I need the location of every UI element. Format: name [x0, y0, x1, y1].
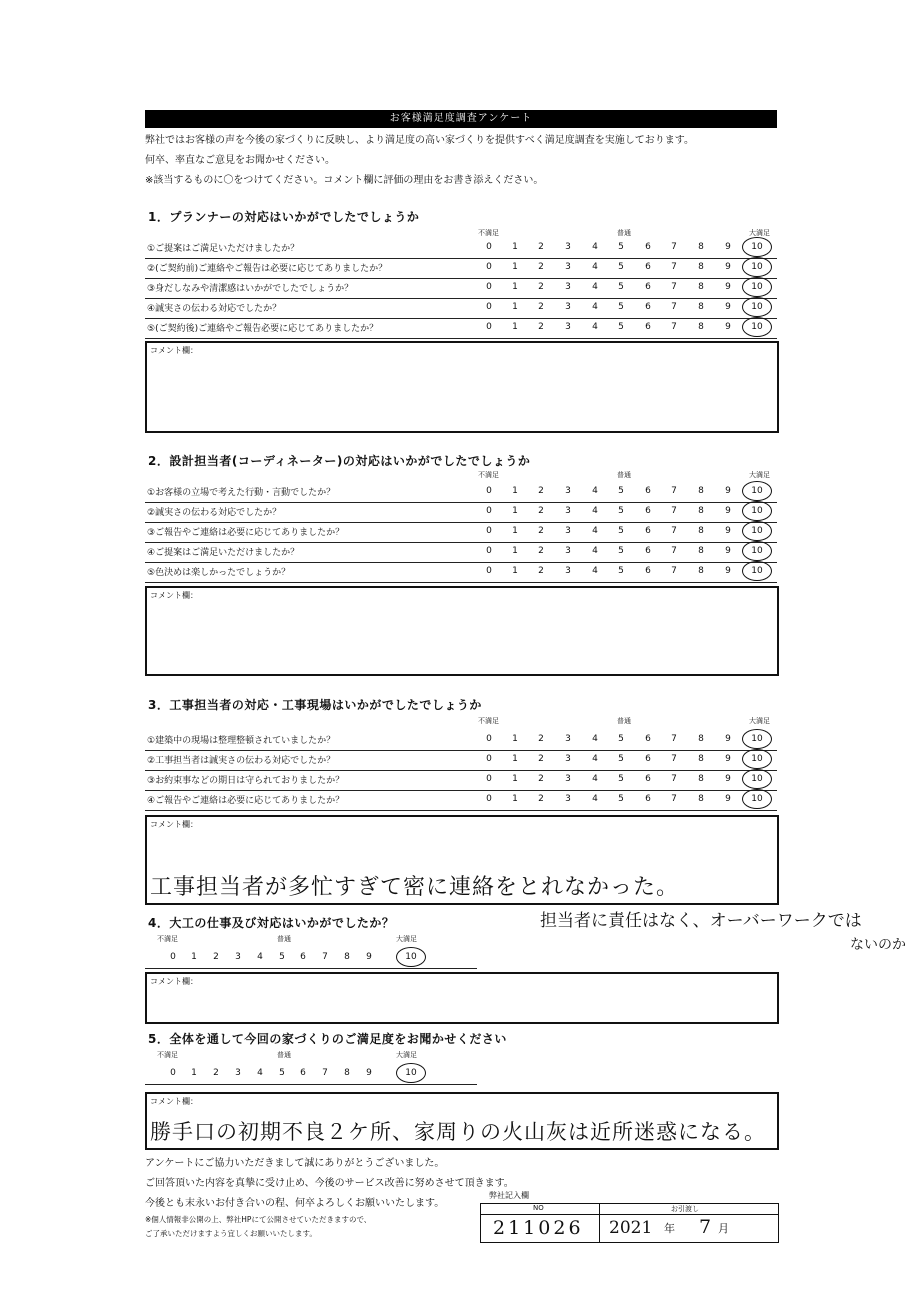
scale-low-label: 不満足: [157, 935, 178, 943]
scale-number-3[interactable]: 3: [565, 282, 571, 292]
scale-number-3[interactable]: 3: [565, 262, 571, 272]
scale-number-9[interactable]: 9: [725, 506, 731, 516]
scale-number-0[interactable]: 0: [486, 322, 492, 332]
handwritten-comment-extra: ないのか: [850, 937, 906, 953]
scale-number-5[interactable]: 5: [618, 302, 624, 312]
scale-number-10[interactable]: 10: [751, 774, 763, 784]
scale-number-10[interactable]: 10: [751, 302, 763, 312]
scale-number-2[interactable]: 2: [538, 754, 544, 764]
scale-number-1[interactable]: 1: [512, 566, 518, 576]
question-text: ①お客様の立場で考えた行動・言動でしたか？: [147, 488, 336, 498]
scale-mid-label: 普通: [277, 935, 291, 943]
scale-number-10[interactable]: 10: [751, 526, 763, 536]
scale-number-0[interactable]: 0: [486, 774, 492, 784]
scale-number-5[interactable]: 5: [618, 282, 624, 292]
scale-number-10[interactable]: 10: [405, 1068, 417, 1078]
scale-number-2[interactable]: 2: [538, 262, 544, 272]
scale-number-0[interactable]: 0: [486, 262, 492, 272]
question-row: [145, 278, 777, 299]
scale-number-7[interactable]: 7: [322, 1068, 328, 1078]
scale-number-8[interactable]: 8: [344, 952, 350, 962]
closing-line-3: 今後とも末永いお付き合いの程、何卒よろしくお願いいたします。: [145, 1198, 445, 1209]
scale-number-4[interactable]: 4: [257, 1068, 263, 1078]
scale-number-5[interactable]: 5: [618, 546, 624, 556]
comment-label: コメント欄：: [150, 820, 198, 829]
scale-number-3[interactable]: 3: [565, 526, 571, 536]
scale-number-9[interactable]: 9: [725, 566, 731, 576]
scale-number-0[interactable]: 0: [486, 242, 492, 252]
comment-label: コメント欄：: [150, 346, 198, 355]
scale-number-9[interactable]: 9: [725, 734, 731, 744]
comment-box[interactable]: [145, 972, 779, 1024]
answer-circle: [742, 749, 772, 769]
scale-number-0[interactable]: 0: [486, 546, 492, 556]
scale-number-7[interactable]: 7: [671, 734, 677, 744]
question-text: ④ご報告やご連絡は必要に応じてありましたか？: [147, 796, 345, 806]
notice-line-2: ご了承いただけますよう宜しくお願いいたします。: [145, 1229, 317, 1238]
scale-number-3[interactable]: 3: [565, 322, 571, 332]
scale-number-6[interactable]: 6: [645, 322, 651, 332]
scale-number-4[interactable]: 4: [592, 506, 598, 516]
scale-number-0[interactable]: 0: [486, 302, 492, 312]
question-row: [145, 522, 777, 543]
scale-low-label: 不満足: [478, 471, 499, 479]
question-text: ⑤(ご契約後)ご連絡やご報告必要に応じてありましたか？: [147, 324, 379, 334]
scale-number-6[interactable]: 6: [645, 526, 651, 536]
office-use-table: [480, 1203, 779, 1243]
scale-number-9[interactable]: 9: [725, 282, 731, 292]
scale-number-9[interactable]: 9: [366, 1068, 372, 1078]
scale-number-3[interactable]: 3: [565, 506, 571, 516]
answer-circle: [742, 237, 772, 257]
question-row: [145, 298, 777, 319]
scale-number-5[interactable]: 5: [618, 526, 624, 536]
scale-number-0[interactable]: 0: [170, 952, 176, 962]
closing-line-2: ご回答頂いた内容を真摯に受け止め、今後のサービス改善に努めさせて頂きます。: [145, 1178, 514, 1189]
scale-number-6[interactable]: 6: [300, 1068, 306, 1078]
scale-number-9[interactable]: 9: [725, 774, 731, 784]
scale-number-1[interactable]: 1: [512, 794, 518, 804]
scale-number-9[interactable]: 9: [725, 794, 731, 804]
comment-box[interactable]: [145, 586, 779, 676]
scale-number-8[interactable]: 8: [698, 526, 704, 536]
scale-number-4[interactable]: 4: [592, 302, 598, 312]
scale-number-4[interactable]: 4: [592, 566, 598, 576]
answer-circle: [742, 297, 772, 317]
scale-number-1[interactable]: 1: [512, 322, 518, 332]
question-row: [145, 770, 777, 791]
answer-circle: [742, 769, 772, 789]
scale-number-6[interactable]: 6: [645, 486, 651, 496]
scale-number-8[interactable]: 8: [698, 506, 704, 516]
intro-line-3: ※該当するものに〇をつけてください。コメント欄に評価の理由をお書き添えください。: [145, 175, 544, 186]
scale-number-8[interactable]: 8: [698, 774, 704, 784]
question-text: ②(ご契約前)ご連絡やご報告は必要に応じてありましたか？: [147, 264, 388, 274]
scale-number-3[interactable]: 3: [565, 566, 571, 576]
question-row: [145, 482, 777, 503]
scale-number-6[interactable]: 6: [300, 952, 306, 962]
question-row: [145, 542, 777, 563]
intro-line-1: 弊社ではお客様の声を今後の家づくりに反映し、より満足度の高い家づくりを提供すべく満足度調査を実施しております。: [145, 135, 694, 146]
scale-number-2[interactable]: 2: [538, 774, 544, 784]
scale-number-9[interactable]: 9: [725, 302, 731, 312]
scale-number-7[interactable]: 7: [671, 794, 677, 804]
scale-number-0[interactable]: 0: [170, 1068, 176, 1078]
answer-circle: [742, 257, 772, 277]
handover-month: 7: [699, 1216, 712, 1238]
scale-number-7[interactable]: 7: [671, 506, 677, 516]
question-row: [145, 750, 777, 771]
survey-number: 211026: [493, 1217, 584, 1239]
scale-number-8[interactable]: 8: [698, 734, 704, 744]
handover-year: 2021: [609, 1218, 653, 1238]
section-2-title: 2．設計担当者(コーディネーター)の対応はいかがでしたでしょうか: [148, 454, 531, 468]
scale-number-2[interactable]: 2: [538, 486, 544, 496]
scale-number-10[interactable]: 10: [751, 282, 763, 292]
scale-number-6[interactable]: 6: [645, 282, 651, 292]
scale-number-8[interactable]: 8: [698, 566, 704, 576]
scale-number-10[interactable]: 10: [751, 242, 763, 252]
scale-high-label: 大満足: [396, 1051, 417, 1059]
scale-number-8[interactable]: 8: [698, 282, 704, 292]
scale-number-2[interactable]: 2: [538, 566, 544, 576]
scale-high-label: 大満足: [396, 935, 417, 943]
scale-number-9[interactable]: 9: [725, 262, 731, 272]
scale-number-2[interactable]: 2: [538, 794, 544, 804]
scale-number-6[interactable]: 6: [645, 794, 651, 804]
scale-number-1[interactable]: 1: [512, 734, 518, 744]
scale-number-0[interactable]: 0: [486, 486, 492, 496]
scale-number-4[interactable]: 4: [592, 774, 598, 784]
scale-number-5[interactable]: 5: [618, 566, 624, 576]
scale-number-2[interactable]: 2: [538, 546, 544, 556]
handover-label: お引渡し: [671, 1205, 699, 1213]
scale-number-2[interactable]: 2: [538, 282, 544, 292]
scale-number-2[interactable]: 2: [538, 734, 544, 744]
scale-number-0[interactable]: 0: [486, 794, 492, 804]
scale-number-3[interactable]: 3: [235, 1068, 241, 1078]
scale-number-6[interactable]: 6: [645, 262, 651, 272]
scale-number-1[interactable]: 1: [191, 952, 197, 962]
scale-high-label: 大満足: [749, 717, 770, 725]
question-text: ④ご提案はご満足いただけましたか？: [147, 548, 300, 558]
question-row: [145, 790, 777, 811]
scale-number-5[interactable]: 5: [618, 774, 624, 784]
scale-number-1[interactable]: 1: [512, 282, 518, 292]
section-3-title: 3．工事担当者の対応・工事現場はいかがでしたでしょうか: [148, 698, 482, 712]
comment-label: コメント欄：: [150, 591, 198, 600]
question-row: [145, 238, 777, 259]
scale-number-10[interactable]: 10: [751, 794, 763, 804]
scale-number-7[interactable]: 7: [322, 952, 328, 962]
survey-title: お客様満足度調査アンケート: [145, 110, 777, 128]
answer-circle: [742, 541, 772, 561]
no-label: NO: [533, 1204, 544, 1212]
scale-number-7[interactable]: 7: [671, 566, 677, 576]
scale-number-9[interactable]: 9: [725, 546, 731, 556]
scale-number-9[interactable]: 9: [366, 952, 372, 962]
answer-circle: [396, 947, 426, 967]
handwritten-comment-extra: 担当者に責任はなく、オーバーワークでは: [540, 911, 862, 931]
scale-number-5[interactable]: 5: [618, 486, 624, 496]
scale-number-10[interactable]: 10: [751, 734, 763, 744]
scale-number-0[interactable]: 0: [486, 754, 492, 764]
scale-number-9[interactable]: 9: [725, 322, 731, 332]
scale-number-9[interactable]: 9: [725, 242, 731, 252]
question-text: ②工事担当者は誠実さの伝わる対応でしたか？: [147, 756, 336, 766]
scale-number-5[interactable]: 5: [618, 734, 624, 744]
scale-number-10[interactable]: 10: [751, 322, 763, 332]
scale-number-6[interactable]: 6: [645, 566, 651, 576]
scale-number-5[interactable]: 5: [618, 262, 624, 272]
handwritten-comment: 勝手口の初期不良２ケ所、家周りの火山灰は近所迷惑になる。: [150, 1120, 766, 1144]
question-text: ④誠実さの伝わる対応でしたか？: [147, 304, 282, 314]
scale-number-4[interactable]: 4: [592, 242, 598, 252]
scale-number-6[interactable]: 6: [645, 302, 651, 312]
scale-number-1[interactable]: 1: [512, 262, 518, 272]
scale-low-label: 不満足: [478, 229, 499, 237]
scale-number-1[interactable]: 1: [512, 506, 518, 516]
scale-number-4[interactable]: 4: [592, 282, 598, 292]
scale-number-3[interactable]: 3: [565, 774, 571, 784]
scale-number-8[interactable]: 8: [698, 486, 704, 496]
comment-box[interactable]: [145, 341, 779, 433]
scale-number-6[interactable]: 6: [645, 754, 651, 764]
scale-number-9[interactable]: 9: [725, 486, 731, 496]
question-row: [145, 318, 777, 339]
scale-number-6[interactable]: 6: [645, 734, 651, 744]
scale-number-4[interactable]: 4: [592, 546, 598, 556]
question-row: [145, 730, 777, 751]
scale-number-0[interactable]: 0: [486, 526, 492, 536]
scale-number-5[interactable]: 5: [279, 1068, 285, 1078]
handwritten-comment: 工事担当者が多忙すぎて密に連絡をとれなかった。: [150, 875, 680, 900]
scale-number-7[interactable]: 7: [671, 486, 677, 496]
scale-mid-label: 普通: [277, 1051, 291, 1059]
scale-number-3[interactable]: 3: [565, 302, 571, 312]
scale-number-1[interactable]: 1: [512, 486, 518, 496]
question-text: ③ご報告やご連絡は必要に応じてありましたか？: [147, 528, 345, 538]
scale-number-7[interactable]: 7: [671, 774, 677, 784]
scale-number-9[interactable]: 9: [725, 754, 731, 764]
scale-number-3[interactable]: 3: [235, 952, 241, 962]
scale-number-0[interactable]: 0: [486, 566, 492, 576]
month-unit: 月: [718, 1222, 729, 1235]
question-text: ⑤色決めは楽しかったでしょうか？: [147, 568, 291, 578]
scale-number-7[interactable]: 7: [671, 754, 677, 764]
scale-number-8[interactable]: 8: [344, 1068, 350, 1078]
scale-number-10[interactable]: 10: [405, 952, 417, 962]
scale-number-4[interactable]: 4: [592, 526, 598, 536]
answer-circle: [742, 561, 772, 581]
scale-number-4[interactable]: 4: [592, 754, 598, 764]
year-unit: 年: [664, 1222, 675, 1235]
intro-line-2: 何卒、率直なご意見をお聞かせください。: [145, 155, 335, 166]
scale-number-4[interactable]: 4: [592, 486, 598, 496]
scale-number-2[interactable]: 2: [213, 1068, 219, 1078]
comment-label: コメント欄：: [150, 977, 198, 986]
question-text: ③身だしなみや清潔感はいかがでしたでしょうか？: [147, 284, 354, 294]
scale-low-label: 不満足: [478, 717, 499, 725]
scale-number-10[interactable]: 10: [751, 546, 763, 556]
rating-row-4: [145, 948, 477, 969]
scale-high-label: 大満足: [749, 471, 770, 479]
section-5-title: 5．全体を通して今回の家づくりのご満足度をお聞かせください: [148, 1032, 507, 1046]
scale-number-8[interactable]: 8: [698, 754, 704, 764]
scale-number-5[interactable]: 5: [279, 952, 285, 962]
scale-number-3[interactable]: 3: [565, 486, 571, 496]
answer-circle: [742, 729, 772, 749]
question-text: ③お約束事などの期日は守られておりましたか？: [147, 776, 345, 786]
scale-number-1[interactable]: 1: [512, 242, 518, 252]
scale-number-8[interactable]: 8: [698, 242, 704, 252]
answer-circle: [742, 501, 772, 521]
rating-row-5: [145, 1064, 477, 1085]
answer-circle: [742, 317, 772, 337]
closing-line-1: アンケートにご協力いただきまして誠にありがとうございました。: [145, 1158, 445, 1169]
scale-number-10[interactable]: 10: [751, 566, 763, 576]
scale-number-10[interactable]: 10: [751, 506, 763, 516]
question-text: ①ご提案はご満足いただけましたか？: [147, 244, 300, 254]
scale-number-8[interactable]: 8: [698, 262, 704, 272]
scale-number-8[interactable]: 8: [698, 546, 704, 556]
scale-number-1[interactable]: 1: [512, 302, 518, 312]
question-text: ②誠実さの伝わる対応でしたか？: [147, 508, 282, 518]
scale-number-3[interactable]: 3: [565, 242, 571, 252]
scale-number-7[interactable]: 7: [671, 526, 677, 536]
question-row: [145, 502, 777, 523]
comment-label: コメント欄：: [150, 1097, 198, 1106]
scale-number-3[interactable]: 3: [565, 734, 571, 744]
question-text: ①建築中の現場は整理整頓されていましたか？: [147, 736, 336, 746]
scale-number-4[interactable]: 4: [592, 734, 598, 744]
answer-circle: [396, 1063, 426, 1083]
scale-number-1[interactable]: 1: [191, 1068, 197, 1078]
scale-number-2[interactable]: 2: [538, 242, 544, 252]
scale-number-1[interactable]: 1: [512, 774, 518, 784]
scale-number-8[interactable]: 8: [698, 794, 704, 804]
scale-number-6[interactable]: 6: [645, 506, 651, 516]
scale-number-4[interactable]: 4: [592, 322, 598, 332]
office-label: 弊社記入欄: [489, 1191, 529, 1200]
scale-low-label: 不満足: [157, 1051, 178, 1059]
scale-number-7[interactable]: 7: [671, 546, 677, 556]
scale-number-5[interactable]: 5: [618, 322, 624, 332]
scale-number-10[interactable]: 10: [751, 754, 763, 764]
scale-number-1[interactable]: 1: [512, 754, 518, 764]
scale-number-5[interactable]: 5: [618, 506, 624, 516]
scale-number-0[interactable]: 0: [486, 506, 492, 516]
scale-number-7[interactable]: 7: [671, 302, 677, 312]
question-row: [145, 562, 777, 583]
scale-number-1[interactable]: 1: [512, 526, 518, 536]
scale-number-9[interactable]: 9: [725, 526, 731, 536]
scale-number-10[interactable]: 10: [751, 262, 763, 272]
scale-number-2[interactable]: 2: [213, 952, 219, 962]
scale-number-5[interactable]: 5: [618, 754, 624, 764]
scale-number-5[interactable]: 5: [618, 794, 624, 804]
scale-number-7[interactable]: 7: [671, 242, 677, 252]
scale-number-1[interactable]: 1: [512, 546, 518, 556]
scale-number-0[interactable]: 0: [486, 734, 492, 744]
notice-line-1: ※個人情報非公開の上、弊社HPにて公開させていただきますので、: [145, 1215, 372, 1224]
scale-mid-label: 普通: [617, 229, 631, 237]
scale-number-10[interactable]: 10: [751, 486, 763, 496]
scale-number-4[interactable]: 4: [592, 262, 598, 272]
scale-number-4[interactable]: 4: [592, 794, 598, 804]
answer-circle: [742, 481, 772, 501]
scale-number-0[interactable]: 0: [486, 282, 492, 292]
scale-number-3[interactable]: 3: [565, 546, 571, 556]
scale-number-8[interactable]: 8: [698, 302, 704, 312]
scale-number-8[interactable]: 8: [698, 322, 704, 332]
scale-number-6[interactable]: 6: [645, 774, 651, 784]
scale-mid-label: 普通: [617, 717, 631, 725]
scale-number-4[interactable]: 4: [257, 952, 263, 962]
answer-circle: [742, 277, 772, 297]
question-row: [145, 258, 777, 279]
scale-number-7[interactable]: 7: [671, 322, 677, 332]
answer-circle: [742, 521, 772, 541]
scale-number-2[interactable]: 2: [538, 526, 544, 536]
scale-number-3[interactable]: 3: [565, 794, 571, 804]
scale-number-6[interactable]: 6: [645, 546, 651, 556]
answer-circle: [742, 789, 772, 809]
scale-number-2[interactable]: 2: [538, 506, 544, 516]
scale-number-2[interactable]: 2: [538, 302, 544, 312]
scale-number-3[interactable]: 3: [565, 754, 571, 764]
scale-number-2[interactable]: 2: [538, 322, 544, 332]
scale-number-7[interactable]: 7: [671, 262, 677, 272]
scale-mid-label: 普通: [617, 471, 631, 479]
scale-high-label: 大満足: [749, 229, 770, 237]
section-4-title: 4．大工の仕事及び対応はいかがでしたか？: [148, 916, 395, 930]
scale-number-7[interactable]: 7: [671, 282, 677, 292]
scale-number-5[interactable]: 5: [618, 242, 624, 252]
section-1-title: 1．プランナーの対応はいかがでしたでしょうか: [148, 210, 420, 224]
scale-number-6[interactable]: 6: [645, 242, 651, 252]
